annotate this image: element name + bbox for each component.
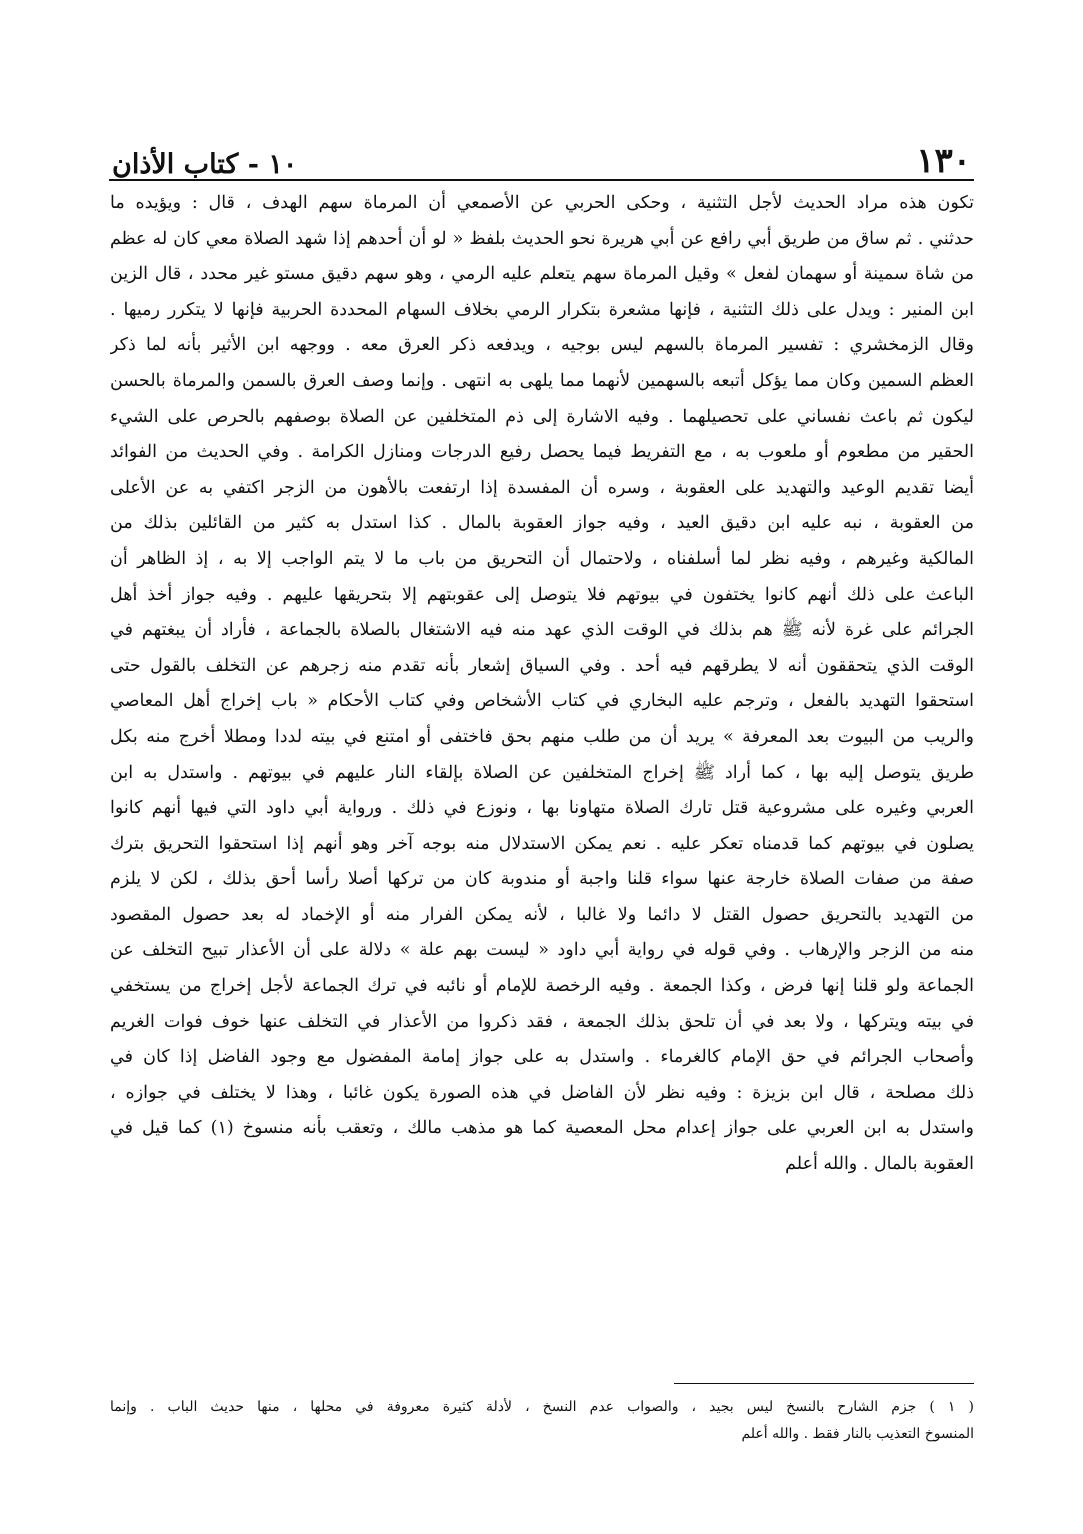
text-line: تكون هذه مراد الحديث لأجل التثنية ، وحكى الحربي عن الأصمعي أن المرماة سهم الهدف ، قال : ويؤيده ما: [110, 193, 974, 213]
running-head: [112, 128, 971, 181]
text-line: وقال الزمخشري : تفسير المرماة بالسهم ليس بوجيه ، ويدفعه ذكر العرق معه . ووجهه ابن الأثير بأنه لما ذكر: [110, 335, 974, 356]
text-line: العظم السمين وكان مما يؤكل أتبعه بالسهمين لأنهما مما يلهى به انتهى . وإنما وصف العرق بالسمن والمرماة بالحسن: [110, 370, 974, 391]
text-line: منه من الزجر والإرهاب . وفي قوله في رواية أبي داود « ليست بهم علة » دلالة على أن الأعذار تبيح التخلف عن: [110, 940, 974, 961]
text-line: العربي وغيره على مشروعية قتل تارك الصلاة متهاونا بها ، ونوزع في ذلك . ورواية أبي داود التي فيها أنهم كانوا: [110, 798, 974, 819]
text-line: العقوبة بالمال . والله أعلم: [785, 1154, 974, 1175]
header-rule: [109, 179, 974, 181]
text-line: الوقت الذي يتحققون أنه لا يطرقهم فيه أحد . وفي السياق إشعار بأنه تقدم منه زجرهم عن التخلف بالقول حتى: [110, 655, 974, 676]
commentary-text: [110, 186, 974, 1183]
text-line: ليكون ثم باعث نفساني على تحصيلهما . وفيه الاشارة إلى ذم المتخلفين عن الصلاة بوصفهم بالحرص على الشيء: [110, 406, 974, 427]
text-line: من التهديد بالتحريق حصول القتل لا دائما ولا غالبا ، لأنه يمكن الفرار منه أو الإخماد له بعد حصول المقصود: [110, 904, 974, 925]
text-line: يصلون في بيوتهم كما قدمناه تعكر عليه . نعم يمكن الاستدلال منه بوجه آخر وهو أنهم إذا استحقوا التحريق بترك: [110, 833, 974, 854]
text-line: أيضا تقديم الوعيد والتهديد على العقوبة ، وسره أن المفسدة إذا ارتفعت بالأهون من الزجر اكتفي به عن الأعلى: [110, 477, 974, 498]
text-line: وأصحاب الجرائم في حق الإمام كالغرماء . واستدل به على جواز إمامة المفضول مع وجود الفاضل إذا كان في: [110, 1047, 974, 1068]
text-line: ابن المنير : ويدل على ذلك التثنية ، فإنها مشعرة بتكرار الرمي بخلاف السهام المحددة الحربية فإنها لا يتكرر رميها .: [110, 299, 974, 320]
chapter-title: ١٠ - كتاب الأذان: [112, 149, 298, 180]
text-line: صفة من صفات الصلاة خارجة عنها سواء قلنا واجبة أو مندوبة كان من تركها أصلا رأسا أحق بذلك ، لكن لا يلزم: [110, 869, 974, 890]
footnote-line: المنسوخ التعذيب بالنار فقط . والله أعلم: [741, 1426, 974, 1442]
text-line: الجماعة ولو قلنا إنها فرض ، وكذا الجمعة . وفيه الرخصة للإمام أو نائبه في ترك الجماعة لأجل إخراج من يستخفي: [110, 976, 974, 997]
text-line: حدثني . ثم ساق من طريق أبي رافع عن أبي هريرة نحو الحديث بلفظ « لو أن أحدهم إذا شهد الصلاة معي كان له عظم: [110, 228, 974, 249]
footnote-line: ( ١ ) جزم الشارح بالنسخ ليس بجيد ، والصواب عدم النسخ ، لأدلة كثيرة معروفة في محلها ، منها حديث الباب . وإنما: [110, 1399, 974, 1415]
text-line: في بيته ويتركها ، ولا بعد في أن تلحق بذلك الجمعة ، فقد ذكروا من الأعذار في التخلف عنها خوف فوات الغريم: [110, 1011, 974, 1032]
text-line: من شاة سمينة أو سهمان لفعل » وقيل المرماة سهم يتعلم عليه الرمي ، وهو سهم دقيق مستو غير محدد ، قال الزين: [110, 264, 974, 285]
page-number: ١٣٠: [916, 141, 971, 181]
text-line: والريب من البيوت بعد المعرفة » يريد أن من طلب منهم بحق فاختفى أو امتنع في بيته لددا ومطلا أخرج منه بكل: [110, 726, 974, 747]
text-line: ذلك مصلحة ، قال ابن بزيزة : وفيه نظر لأن الفاضل في هذه الصورة يكون غائبا ، وهذا لا يختلف في جوازه ،: [110, 1082, 974, 1103]
footnote: [110, 1394, 974, 1448]
text-line: واستدل به ابن العربي على جواز إعدام محل المعصية كما هو مذهب مالك ، وتعقب بأنه منسوخ (١) كما قيل في: [110, 1118, 974, 1139]
text-line: استحقوا التهديد بالفعل ، وترجم عليه البخاري في كتاب الأشخاص وفي كتاب الأحكام « باب إخراج أهل المعاصي: [110, 691, 974, 712]
text-line: من العقوبة ، نبه عليه ابن دقيق العيد ، وفيه جواز العقوبة بالمال . كذا استدل به كثير من القائلين بذلك من: [110, 513, 974, 534]
text-line: الحقير من مطعوم أو ملعوب به ، مع التفريط فيما يحصل رفيع الدرجات ومنازل الكرامة . وفي الحديث من الفوائد: [110, 442, 974, 463]
text-line: الباعث على ذلك أنهم كانوا يختفون في بيوتهم فلا يتوصل إلى عقوبتهم إلا بتحريقها عليهم . وفيه جواز أخذ أهل: [110, 584, 974, 605]
text-line: المالكية وغيرهم ، وفيه نظر لما أسلفناه ، ولاحتمال أن التحريق من باب ما لا يتم الواجب إلا به ، إذ الظاهر أن: [110, 548, 974, 569]
footnote-rule: [674, 1383, 974, 1384]
text-line: الجرائم على غرة لأنه ﷺ هم بذلك في الوقت الذي عهد منه فيه الاشتغال بالصلاة بالجماعة ، فأراد أن يبغتهم في: [110, 620, 974, 641]
text-line: طريق يتوصل إليه بها ، كما أراد ﷺ إخراج المتخلفين عن الصلاة بإلقاء النار عليهم في بيوتهم . واستدل به ابن: [110, 762, 974, 783]
